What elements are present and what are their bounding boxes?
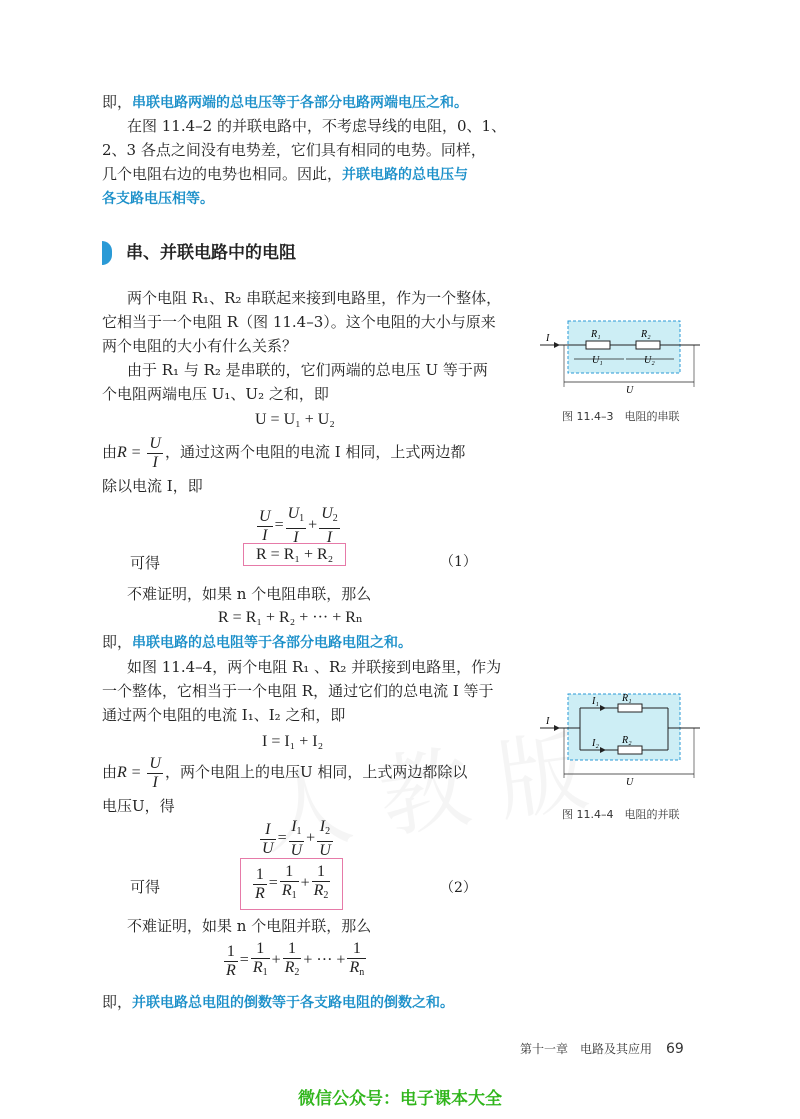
label-R2: R₂	[641, 329, 651, 340]
p7-line4-post: ，两个电阻上的电压U 相同，上式两边都除以	[164, 763, 468, 781]
label-R2: R₂	[622, 735, 632, 746]
text-prefix: 即，	[102, 633, 133, 651]
wechat-banner: 微信公众号：电子课本大全	[298, 1089, 502, 1109]
label-R1: R₁	[622, 693, 632, 704]
label-I1: I₁	[592, 696, 599, 707]
text-prefix: 即，	[102, 93, 133, 111]
p3-line1: 两个电阻 R₁、R₂ 串联起来接到电路里，作为一个整体，	[127, 289, 502, 307]
resistor-r2	[636, 341, 660, 349]
highlight-text: 串联电路的总电阻等于各部分电路电阻之和。	[132, 635, 413, 651]
eq2-label: 可得	[130, 878, 161, 896]
p4-line3-post: ，通过这两个电阻的电流 I 相同，上式两边都	[164, 443, 466, 461]
equation-n-parallel: $\frac{1}{R}$ = $\frac{1}{R_1}$ + $\frac{1}{R_2}$ + ··· + $\frac{1}{R_n}$	[226, 940, 365, 979]
p7-line4: 由R = $\frac{U}{I}$ ，两个电阻上的电压U 相同，上式两边都除以	[102, 754, 468, 791]
p7-line1: 如图 11.4–4，两个电阻 R₁ 、R₂ 并联接到电路里，作为	[127, 658, 502, 676]
label-R1: R₁	[591, 329, 601, 340]
equation-divide-by-I: $\frac{U}{I}$ = $\frac{U_1}{I}$ + $\frac{U_2}{I}$	[259, 505, 338, 546]
eq1-boxed	[243, 546, 346, 564]
current-arrow-icon	[554, 725, 560, 731]
eq1-label: 可得	[130, 554, 161, 572]
series-resistance-conclusion	[102, 630, 502, 655]
parallel-resistance-conclusion	[102, 990, 502, 1015]
equation-n-series: R = R₁ + R₂ + ··· + Rₙ	[218, 609, 363, 626]
page-number: 69	[666, 1041, 684, 1057]
section-heading	[102, 238, 296, 265]
p8-line1: 不难证明，如果 n 个电阻并联，那么	[127, 917, 372, 935]
eq1-number: （1）	[440, 554, 477, 570]
page-footer	[520, 1040, 684, 1057]
eq2-number: （2）	[440, 880, 477, 896]
parallel-circuit-figure	[540, 690, 720, 790]
highlight-text: 各支路电压相等。	[102, 191, 214, 207]
label-I2: I₂	[592, 738, 599, 749]
boxed-formula-parallel: $\frac{1}{R}$ = $\frac{1}{R_1}$ + $\frac{1}{R_2}$	[240, 858, 343, 910]
heading-text: 串、并联电路中的电阻	[126, 243, 296, 263]
p4-line3-pre: 由	[102, 443, 118, 461]
boxed-formula-series: R = R₁ + R₂	[243, 543, 346, 566]
label-I: I	[546, 333, 550, 344]
resistor-r2	[618, 746, 642, 754]
figure-caption-series: 图 11.4–3 电阻的串联	[562, 410, 680, 423]
resistor-r1	[618, 704, 642, 712]
fraction-U-over-I: $\frac{U}{I}$	[149, 754, 161, 791]
p3-line2: 它相当于一个电阻 R（图 11.4–3）。这个电阻的大小与原来	[102, 313, 496, 331]
fraction-U-over-I: $\frac{U}{I}$	[149, 434, 161, 471]
label-U: U	[626, 385, 634, 396]
label-U: U	[626, 777, 634, 788]
equation-divide-by-U: $\frac{I}{U}$ = $\frac{I_1}{U}$ + $\frac{I_2}{U}$	[262, 818, 331, 859]
label-I: I	[546, 716, 550, 727]
current-arrow-icon	[554, 342, 560, 348]
p7-line5: 电压U，得	[102, 797, 175, 815]
p2-line1: 在图 11.4–2 的并联电路中，不考虑导线的电阻，0、1、	[127, 117, 507, 135]
label-U2: U₂	[644, 355, 655, 366]
p7-line4-pre: 由	[102, 763, 118, 781]
heading-marker-icon	[102, 241, 112, 265]
equation-voltage-sum: U = U₁ + U₂	[255, 411, 335, 428]
equation-current-sum: I = I₁ + I₂	[262, 733, 324, 750]
resistor-r1	[586, 341, 610, 349]
p2-line3	[102, 162, 502, 187]
highlight-text: 并联电路的总电压与	[342, 167, 469, 183]
p7-line2: 一个整体，它相当于一个电阻 R，通过它们的总电流 I 等于	[102, 682, 494, 700]
p2-line3-text: 几个电阻右边的电势也相同。因此，	[102, 165, 343, 183]
p7-line3: 通过两个电阻的电流 I₁、I₂ 之和，即	[102, 706, 346, 724]
figure-box	[568, 321, 680, 373]
p4-line1: 由于 R₁ 与 R₂ 是串联的，它们两端的总电压 U 等于两	[127, 361, 488, 379]
p5-line1: 不难证明，如果 n 个电阻串联，那么	[127, 585, 372, 603]
p2-line2: 2、3 各点之间没有电势差，它们具有相同的电势。同样，	[102, 141, 486, 159]
highlight-text: 并联电路总电阻的倒数等于各支路电阻的倒数之和。	[132, 995, 455, 1011]
p4-line2: 个电阻两端电压 U₁、U₂ 之和，即	[102, 385, 329, 403]
text-prefix: 即，	[102, 993, 133, 1011]
highlight-text: 串联电路两端的总电压等于各部分电路两端电压之和。	[132, 95, 469, 111]
figure-caption-parallel: 图 11.4–4 电阻的并联	[562, 808, 680, 821]
p2-line4	[102, 186, 502, 211]
chapter-title: 第十一章 电路及其应用	[520, 1042, 653, 1056]
p4-line3: 由R = $\frac{U}{I}$ ，通过这两个电阻的电流 I 相同，上式两边都	[102, 434, 466, 471]
p3-line3: 两个电阻的大小有什么关系？	[102, 337, 298, 355]
series-voltage-conclusion	[102, 90, 502, 115]
label-U1: U₁	[592, 355, 603, 366]
series-circuit-figure	[540, 315, 720, 400]
p4-line4: 除以电流 I，即	[102, 477, 203, 495]
